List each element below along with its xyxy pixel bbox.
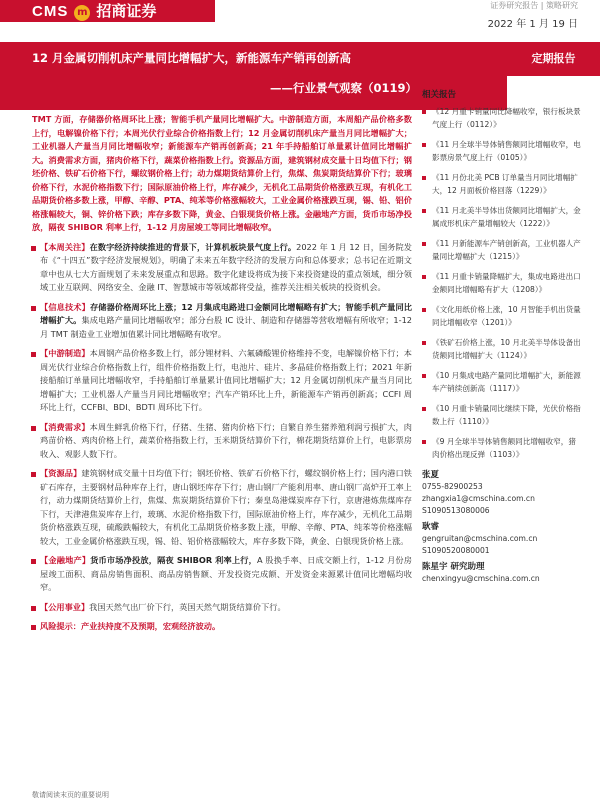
analyst-email[interactable]: zhangxia1@cmschina.com.cn	[422, 494, 535, 503]
section-tag: 【中游制造】	[40, 348, 90, 358]
analyst-email[interactable]: gengruitan@cmschina.com.cn	[422, 534, 538, 543]
analyst-name: 耿睿	[422, 522, 440, 532]
analyst-contact	[422, 521, 582, 557]
assistant-contact	[422, 561, 582, 585]
report-type-badge: 定期报告	[507, 42, 600, 76]
related-report-title: 《11 月新能源车产销创新高，工业机器人产量同比增幅扩大（1215）》	[432, 239, 581, 261]
related-report-item[interactable]	[422, 205, 582, 230]
section-tag: 【公用事业】	[40, 601, 90, 612]
section-text: A 股换手率、日成交额上行，1-12 月份房屋竣工面积、商品房销售面积、商品房销售额、开发投资完成额、开发资金来源累计值同比增幅均收窄。	[40, 555, 412, 592]
section-text: 2022 年 1 月 12 日，国务院发布《“十四五”数字经济发展规划》，明确了未来五年数字经济的发展方向和总体要求；总书记在近期文章中也从七大方面规划了未来发展重点和思路。数字化建设将成为接下来投资建设的重点领域，细分领域工业互联网、网络安全、金融 IT、智慧城市等领域都将受益，推荐关注相关板块的投资机会。	[40, 241, 412, 292]
related-report-item[interactable]	[422, 172, 582, 197]
bullet-icon	[31, 352, 36, 357]
related-report-item[interactable]	[422, 304, 582, 329]
bullet-icon	[422, 308, 426, 312]
section-it	[32, 301, 412, 342]
section-finance	[32, 554, 412, 595]
header-meta	[488, 0, 578, 30]
summary-paragraph: TMT 方面，存储器价格周环比上涨；智能手机产量同比增幅扩大。中游制造方面，本周船产品价格多数上行，电解镍价格下行；本周光伏行业综合价格指数上行；12 月金属切削机床产量当月同比增幅扩大；工业机器人产量当月同比增幅收窄；新能源车产销再创新高；21 年手持船舶订单量累计值同比增幅扩大。消费需求方面，猪肉价格下行，蔬菜价格指数上行。资源品方面，建筑钢材成交量十日均值下行；钢坯价格、铁矿石价格下行，螺纹钢价格上行；动力煤期货结算价上行，焦煤、焦炭期货结算价下行；玻璃价格下行，水泥价格指数下行；国际原油价格上行，库存减少，无机化工品期货价格涨跌互现，有机化工品期货价格多数上涨，甲醇、辛醇、PTA、纯苯等价格涨幅较大，工业金属价格涨跌互现，锡、铅、铝价格涨幅较大，铜、锌价格下跌；库存多数下降，黄金、白银现货价格上涨。金融地产方面，货币市场净投放，隔夜 SHIBOR 利率上行，1-12 月房屋竣工等同比增幅收窄。	[32, 114, 412, 232]
bullet-icon	[422, 110, 426, 114]
bullet-icon	[422, 275, 426, 279]
related-report-title: 《11 月全球半导体销售额同比增幅收窄，电影票房景气度上行（0105）》	[432, 140, 581, 162]
section-tag: 【信息技术】	[40, 301, 90, 312]
related-report-title: 《12 月重卡销量同比降幅收窄，银行板块景气度上行（0112）》	[432, 107, 581, 129]
analyst-license: S1090513080006	[422, 506, 490, 515]
bullet-icon	[422, 440, 426, 444]
related-report-title: 《10 月重卡销量同比继续下降，光伏价格指数上行（1110）》	[432, 404, 581, 426]
section-highlight: 存储器价格周环比上涨；12 月集成电路进口金额同比增幅略有扩大；智能手机产量同比增幅扩大。	[40, 301, 412, 325]
main-content	[32, 113, 412, 634]
bullet-icon	[31, 559, 36, 564]
section-consumer	[32, 421, 412, 462]
section-focus	[32, 241, 412, 295]
related-report-item[interactable]	[422, 106, 582, 131]
related-report-title: 《11 月份北美 PCB 订单量当月同比增幅扩大，12 月面板价格回落（1229）》	[432, 173, 578, 195]
bullet-icon	[31, 606, 36, 611]
assistant-name: 陈星宇 研究助理	[422, 562, 485, 572]
section-manufacturing	[32, 347, 412, 415]
bullet-icon	[422, 374, 426, 378]
section-text: 集成电路产量同比增幅收窄；部分台股 IC 设计、制造和存储器等营收增幅有所收窄；1-12 月 TMT 制造业工业增加值累计同比增幅略有收窄。	[40, 315, 412, 339]
related-reports-list	[422, 106, 582, 461]
logo-cms-text: CMS	[32, 3, 69, 20]
section-highlight: 在数字经济持续推进的背景下，计算机板块景气度上行。	[89, 241, 297, 252]
section-highlight: 货币市场净投放，隔夜 SHIBOR 利率上行，	[90, 555, 257, 565]
logo-cn-text: 招商证券	[96, 2, 157, 20]
section-text: 本周生鲜乳价格下行，仔猪、生猪、猪肉价格下行；自繁自养生猪养殖利润亏损扩大，肉鸡苗价格、鸡肉价格上行，蔬菜价格指数上行，玉米期货结算价下行，棉花期货结算价上行，电影票房收入、观影人数下行。	[40, 421, 412, 459]
related-report-title: 《11 月北美半导体出货额同比增幅扩大，金属成形机床产量增幅较大（1222）》	[432, 206, 581, 228]
related-report-item[interactable]	[422, 139, 582, 164]
bullet-icon	[422, 341, 426, 345]
report-date: 2022 年 1 月 19 日	[487, 19, 578, 30]
bullet-icon	[422, 143, 426, 147]
assistant-email[interactable]: chenxingyu@cmschina.com.cn	[422, 574, 540, 583]
analyst-name: 张夏	[422, 470, 440, 480]
report-category: 证券研究报告 | 策略研究	[490, 1, 578, 10]
section-tag: 【金融地产】	[40, 555, 91, 565]
related-report-title: 《铁矿石价格上涨，10 月北美半导体设备出货额同比增幅扩大（1124）》	[432, 338, 581, 360]
related-reports-title: 相关报告	[422, 90, 457, 100]
bullet-icon	[31, 306, 36, 311]
page-footer: 敬请阅读末页的重要说明	[32, 791, 109, 799]
bullet-icon	[422, 209, 426, 213]
analyst-license: S1090520080001	[422, 546, 490, 555]
related-report-title: 《9 月全球半导体销售额同比增幅收窄，猪肉价格出现反弹（1103）》	[432, 437, 576, 459]
related-report-item[interactable]	[422, 436, 582, 461]
page-header	[0, 0, 600, 28]
bullet-icon	[422, 407, 426, 411]
related-report-title: 《10 月集成电路产量同比增幅扩大，新能源车产销续创新高（1117）》	[432, 371, 581, 393]
report-title: 12 月金属切削机床产量同比增幅扩大，新能源车产销再创新高	[32, 51, 352, 65]
section-utilities	[32, 601, 412, 615]
section-resources	[32, 467, 412, 548]
bullet-icon	[31, 246, 36, 251]
bullet-icon	[422, 242, 426, 246]
section-tag: 【本周关注】	[40, 241, 90, 252]
risk-text: 风险提示：产业扶持度不及预期，宏观经济波动。	[40, 621, 221, 631]
related-report-title: 《文化用纸价格上涨，10 月智能手机出货量同比增幅收窄（1201）》	[432, 305, 581, 327]
section-text: 本周钢产品价格多数上行，部分锂材料、六氟磷酸锂价格维持不变，电解镍价格下行；本周光伏行业综合价格指数上行，组件价格指数上行，电池片、硅片、多晶硅价格指数上行；2021 年新接船舶订单量同比增幅收窄，手持船舶订单量累计值同比增幅扩大；12 月金属切削机床产量当月同比增幅扩大；工业机器人产量当月同比增幅收窄；汽车产销环比上升，新能源车产销再创新高；CCFI 周环比上行，CCFBI、BDI、BDTI 周环比下行。	[40, 348, 412, 412]
related-report-item[interactable]	[422, 271, 582, 296]
section-text: 我国天然气出厂价下行，英国天然气期货结算价下行。	[89, 601, 286, 612]
bullet-icon	[31, 472, 36, 477]
related-report-item[interactable]	[422, 337, 582, 362]
bullet-icon	[31, 426, 36, 431]
cms-logo	[0, 0, 215, 22]
analyst-contact	[422, 469, 582, 517]
related-report-title: 《11 月重卡销量降幅扩大，集成电路进出口金额同比增幅略有扩大（1208）》	[432, 272, 581, 294]
related-report-item[interactable]	[422, 370, 582, 395]
sidebar	[422, 88, 582, 585]
section-text: 建筑钢材成交量十日均值下行；钢坯价格、铁矿石价格下行，螺纹钢价格上行；国内港口铁矿石库存，主要钢材品种库存上行，唐山钢坯库存下行；唐山钢厂产能利用率、唐山钢厂高炉开工率上行，动力煤期货结算价上行，焦煤、焦炭期货结算价下行；秦皇岛港煤炭库存下行，京唐港炼焦煤库存下行，天津港焦炭库存上行，玻璃、水泥价格指数下行，国际原油价格上行，库存减少，无机化工品期货价格涨跌互现，硫酸跌幅较大，有机化工品期货价格多数上涨，甲醇、辛醇、PTA、纯苯等价格涨幅较大，工业金属价格涨跌互现，锡、铅、铝价格涨幅较大，库存多数下降，黄金、白银现货价格上涨。	[40, 468, 412, 546]
section-tag: 【消费需求】	[40, 421, 90, 432]
bullet-icon	[422, 176, 426, 180]
bullet-icon	[31, 625, 36, 630]
risk-warning	[32, 620, 412, 634]
section-tag: 【资源品】	[40, 468, 82, 478]
analyst-phone: 0755-82900253	[422, 482, 483, 491]
logo-badge-icon: m	[74, 5, 90, 21]
related-report-item[interactable]	[422, 403, 582, 428]
related-report-item[interactable]	[422, 238, 582, 263]
report-subtitle: ——行业景气观察（0119）	[269, 81, 417, 95]
